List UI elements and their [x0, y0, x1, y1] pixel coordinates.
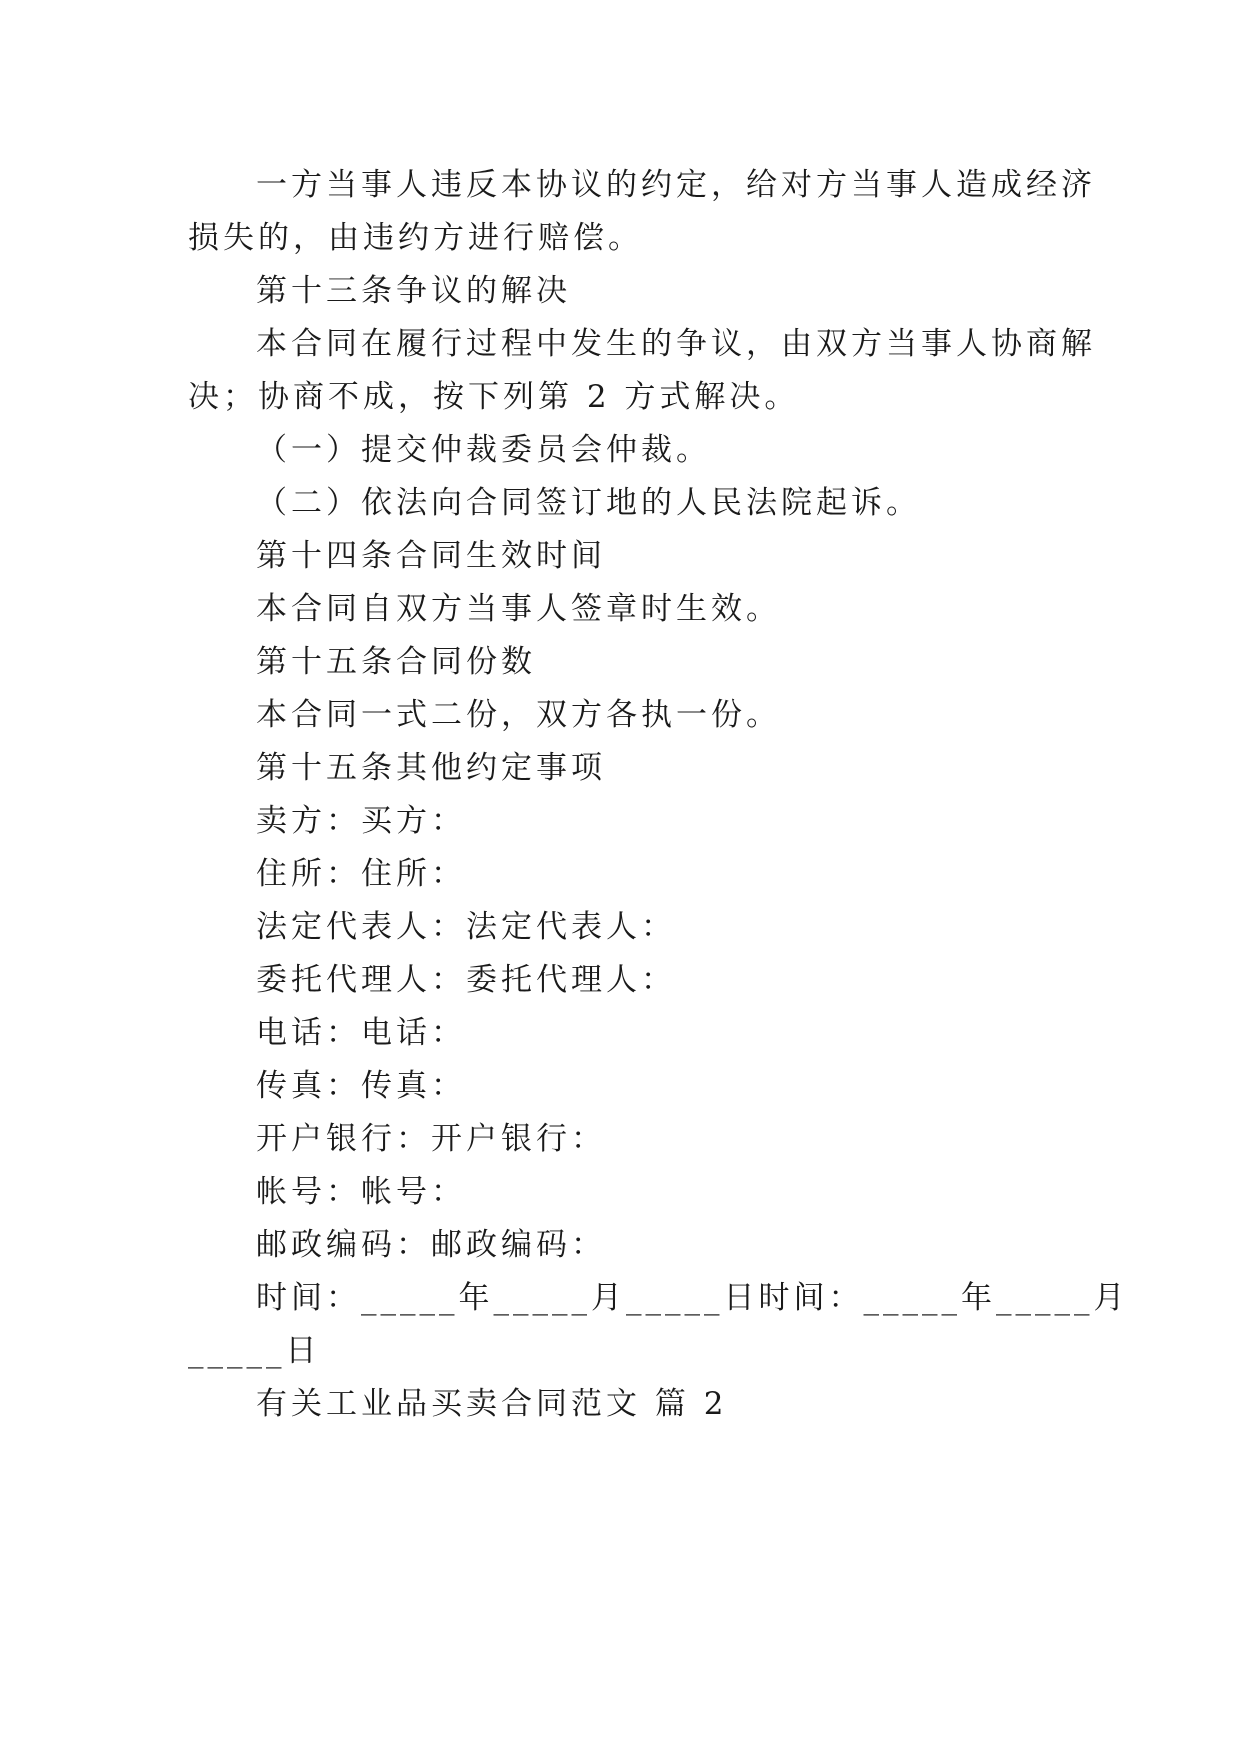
form-field-line: 住所：住所： — [256, 856, 466, 892]
paragraph-line: 本合同一式二份，双方各执一份。 — [256, 697, 781, 733]
form-field-line: 法定代表人：法定代表人： — [256, 909, 676, 945]
paragraph-line: 损失的，由违约方进行赔偿。 — [188, 220, 643, 256]
date-field-line: 时间：_____年_____月_____日时间：_____年_____月 — [256, 1280, 1129, 1316]
form-field-line: 邮政编码：邮政编码： — [256, 1227, 606, 1263]
section-heading: 第十五条其他约定事项 — [256, 750, 606, 786]
form-field-line: 卖方：买方： — [256, 803, 466, 839]
section-heading: 第十四条合同生效时间 — [256, 538, 606, 574]
date-field-line: _____日 — [188, 1333, 321, 1369]
section-heading: 第十五条合同份数 — [256, 644, 536, 680]
paragraph-line: 决；协商不成，按下列第 2 方式解决。 — [188, 379, 800, 415]
list-item: （二）依法向合同签订地的人民法院起诉。 — [256, 485, 921, 521]
next-document-title: 有关工业品买卖合同范文 篇 2 — [256, 1386, 728, 1422]
form-field-line: 电话：电话： — [256, 1015, 466, 1051]
paragraph-line: 本合同自双方当事人签章时生效。 — [256, 591, 781, 627]
form-field-line: 开户银行：开户银行： — [256, 1121, 606, 1157]
list-item: （一）提交仲裁委员会仲裁。 — [256, 432, 711, 468]
form-field-line: 帐号：帐号： — [256, 1174, 466, 1210]
form-field-line: 委托代理人：委托代理人： — [256, 962, 676, 998]
form-field-line: 传真：传真： — [256, 1068, 466, 1104]
section-heading: 第十三条争议的解决 — [256, 273, 571, 309]
paragraph-line: 一方当事人违反本协议的约定，给对方当事人造成经济 — [256, 167, 1096, 203]
paragraph-line: 本合同在履行过程中发生的争议，由双方当事人协商解 — [256, 326, 1096, 362]
